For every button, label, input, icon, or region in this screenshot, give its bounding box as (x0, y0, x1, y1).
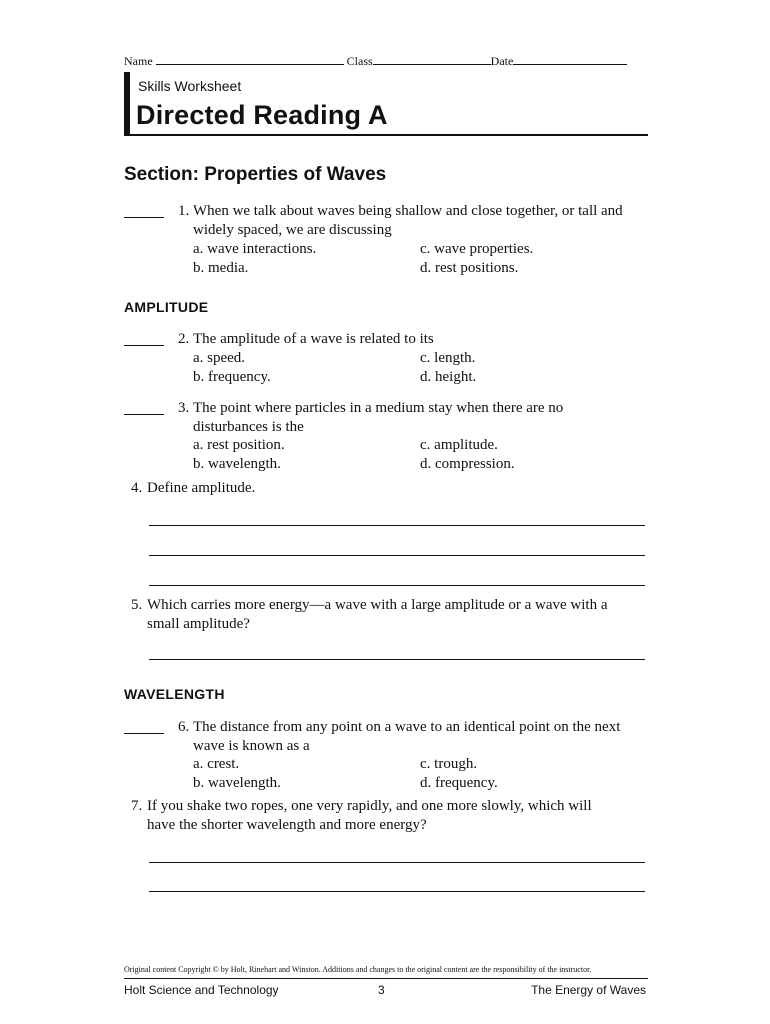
footer-rule (124, 978, 648, 979)
name-class-date-line (124, 54, 644, 69)
option-b: b. frequency. (193, 369, 271, 385)
option-a: a. rest position. (193, 437, 285, 453)
option-c: c. trough. (420, 756, 478, 772)
question-number: 4. (131, 480, 143, 496)
stem-line: disturbances is the (193, 419, 304, 435)
answer-line[interactable] (149, 525, 645, 526)
stem-line: The amplitude of a wave is related to its (193, 331, 434, 347)
question-2 (124, 330, 648, 388)
class-field[interactable] (373, 54, 491, 65)
option-a: a. crest. (193, 756, 240, 772)
question-4 (131, 479, 648, 499)
section-heading: Section: Properties of Waves (124, 164, 387, 185)
stem-line: widely spaced, we are discussing (193, 222, 392, 238)
name-field[interactable] (156, 54, 344, 65)
worksheet-label: Skills Worksheet (138, 78, 242, 94)
question-stem (147, 797, 647, 835)
question-7 (131, 797, 648, 837)
class-label: Class (346, 54, 373, 68)
question-3 (124, 399, 648, 475)
option-c: c. amplitude. (420, 437, 498, 453)
option-b: b. wavelength. (193, 775, 281, 791)
option-d: d. compression. (420, 456, 515, 472)
stem-line: have the shorter wavelength and more energy? (147, 817, 427, 833)
title-side-bar (124, 72, 130, 134)
option-d: d. frequency. (420, 775, 498, 791)
question-stem (193, 330, 648, 349)
option-d: d. rest positions. (420, 260, 519, 276)
option-b: b. media. (193, 260, 249, 276)
answer-blank[interactable] (124, 718, 164, 734)
option-d: d. height. (420, 369, 477, 385)
option-a: a. wave interactions. (193, 241, 317, 257)
stem-line: The point where particles in a medium stay when there are no (193, 400, 564, 416)
stem-line: When we talk about waves being shallow and close together, or tall and (193, 203, 623, 219)
answer-blank[interactable] (124, 330, 164, 346)
copyright-notice: Original content Copyright © by Holt, Rinehart and Winston. Additions and changes to the original content are the responsibility of the instructor. (124, 965, 592, 974)
answer-line[interactable] (149, 659, 645, 660)
option-c: c. length. (420, 350, 476, 366)
answer-line[interactable] (149, 585, 645, 586)
question-stem (147, 479, 647, 498)
answer-blank[interactable] (124, 399, 164, 415)
answer-line[interactable] (149, 862, 645, 863)
page-title: Directed Reading A (136, 100, 388, 130)
page-number: 3 (378, 983, 385, 997)
answer-blank[interactable] (124, 202, 164, 218)
question-stem (193, 399, 648, 437)
stem-line: The distance from any point on a wave to an identical point on the next (193, 719, 621, 735)
question-number: 5. (131, 597, 143, 613)
stem-line: wave is known as a (193, 738, 310, 754)
option-c: c. wave properties. (420, 241, 534, 257)
question-number: 6. (178, 719, 190, 735)
question-stem (147, 596, 647, 634)
name-label: Name (124, 54, 153, 68)
question-stem (193, 718, 648, 756)
question-6 (124, 718, 648, 794)
answer-line[interactable] (149, 891, 645, 892)
stem-line: Define amplitude. (147, 480, 256, 496)
question-stem (193, 202, 648, 240)
footer-book-title: Holt Science and Technology (124, 983, 279, 997)
stem-line: If you shake two ropes, one very rapidly, and one more slowly, which will (147, 798, 592, 814)
question-1 (124, 202, 648, 278)
stem-line: small amplitude? (147, 616, 250, 632)
date-field[interactable] (513, 54, 627, 65)
question-number: 7. (131, 798, 143, 814)
option-b: b. wavelength. (193, 456, 281, 472)
stem-line: Which carries more energy—a wave with a large amplitude or a wave with a (147, 597, 608, 613)
question-number: 3. (178, 400, 190, 416)
question-5 (131, 596, 648, 636)
answer-line[interactable] (149, 555, 645, 556)
question-number: 1. (178, 203, 190, 219)
option-a: a. speed. (193, 350, 246, 366)
footer-chapter-title: The Energy of Waves (531, 983, 646, 997)
title-rule (124, 134, 648, 136)
subheading-amplitude: AMPLITUDE (124, 299, 209, 315)
subheading-wavelength: WAVELENGTH (124, 686, 225, 702)
date-label: Date (490, 54, 514, 68)
question-number: 2. (178, 331, 190, 347)
